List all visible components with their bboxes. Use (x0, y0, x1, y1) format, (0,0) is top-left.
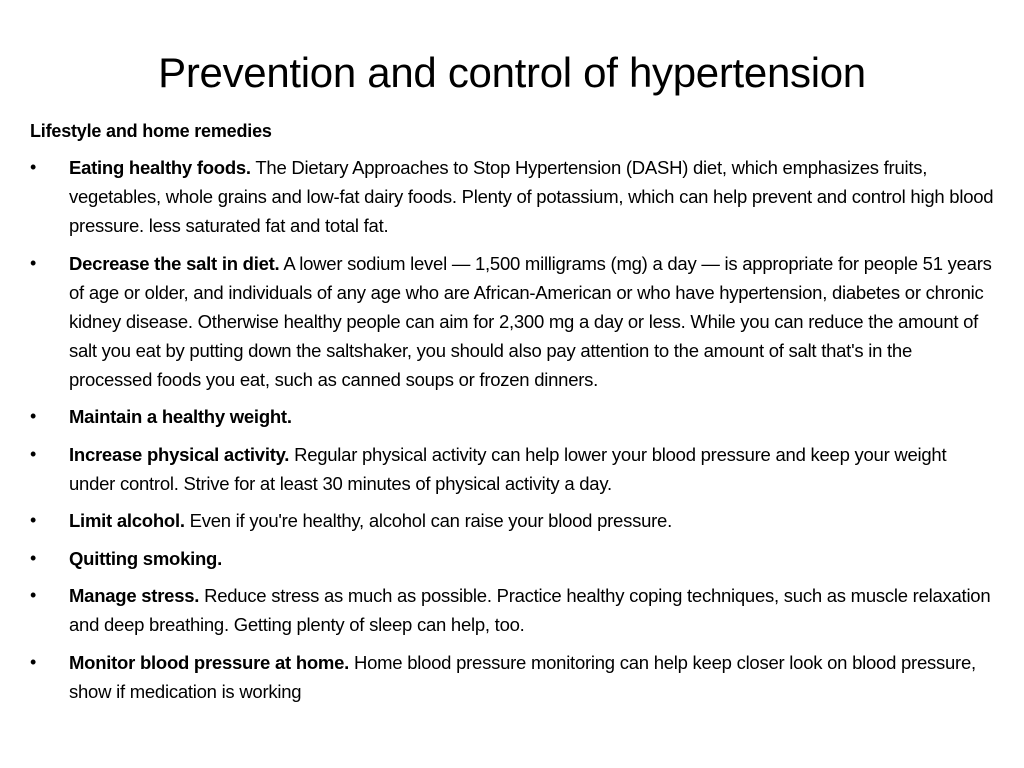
bullet-item (30, 581, 995, 639)
bullet-icon: • (30, 547, 37, 568)
bullet-icon: • (30, 585, 37, 605)
bullet-heading: Limit alcohol. (69, 510, 185, 531)
bullet-item (30, 153, 995, 240)
bullet-text: Even if you're healthy, alcohol can raise your blood pressure. (184, 510, 672, 531)
bullet-heading: Manage stress. (69, 585, 200, 606)
slide-title: Prevention and control of hypertension (158, 49, 866, 96)
bullet-text: The Dietary Approaches to Stop Hypertension (DASH) diet, which emphasizes fruits, vegetables, whole grains and low-fat dairy foods. Plenty of potassium, which can help prevent and control high blood pressure. less saturated fat and total fat. (69, 157, 994, 236)
bullet-item (30, 648, 995, 706)
bullet-icon: • (30, 157, 37, 177)
bullet-icon: • (30, 252, 37, 273)
bullet-heading: Decrease the salt in diet. (69, 252, 280, 274)
section-subheading: Lifestyle and home remedies (30, 121, 272, 141)
bullet-icon: • (30, 406, 37, 426)
bullet-heading: Maintain a healthy weight. (69, 406, 292, 427)
bullet-icon: • (30, 651, 37, 672)
bullet-item (30, 544, 995, 573)
bullet-item (30, 506, 995, 535)
bullet-heading: Quitting smoking. (69, 547, 222, 569)
slide-content (30, 117, 995, 714)
bullet-heading: Eating healthy foods. (69, 157, 251, 178)
bullet-text: Reduce stress as much as possible. Practice healthy coping techniques, such as muscle relaxation and deep breathing. Getting plenty of sleep can help, too. (69, 585, 991, 635)
bullet-item (30, 249, 995, 394)
bullet-text: A lower sodium level — 1,500 milligrams (mg) a day — is appropriate for people 51 years of age or older, and individuals of any age who are African-American or who have hypertension, diabetes or chronic kidney disease. Otherwise healthy people can aim for 2,300 mg a day or less. While you can reduce the amount of salt you eat by putting down the saltshaker, you should also pay attention to the amount of salt that's in the processed foods you eat, such as canned soups or frozen dinners. (69, 252, 992, 390)
bullet-icon: • (30, 443, 37, 464)
bullet-icon: • (30, 510, 37, 530)
bullet-text: Regular physical activity can help lower your blood pressure and keep your weight under control. Strive for at least 30 minutes of physical activity a day. (69, 443, 947, 494)
bullet-list (30, 153, 995, 706)
bullet-text: Home blood pressure monitoring can help keep closer look on blood pressure, show if medication is working (69, 651, 976, 702)
bullet-heading: Monitor blood pressure at home. (69, 651, 350, 673)
bullet-heading: Increase physical activity. (69, 443, 290, 465)
bullet-item (30, 440, 995, 498)
bullet-item (30, 402, 995, 431)
